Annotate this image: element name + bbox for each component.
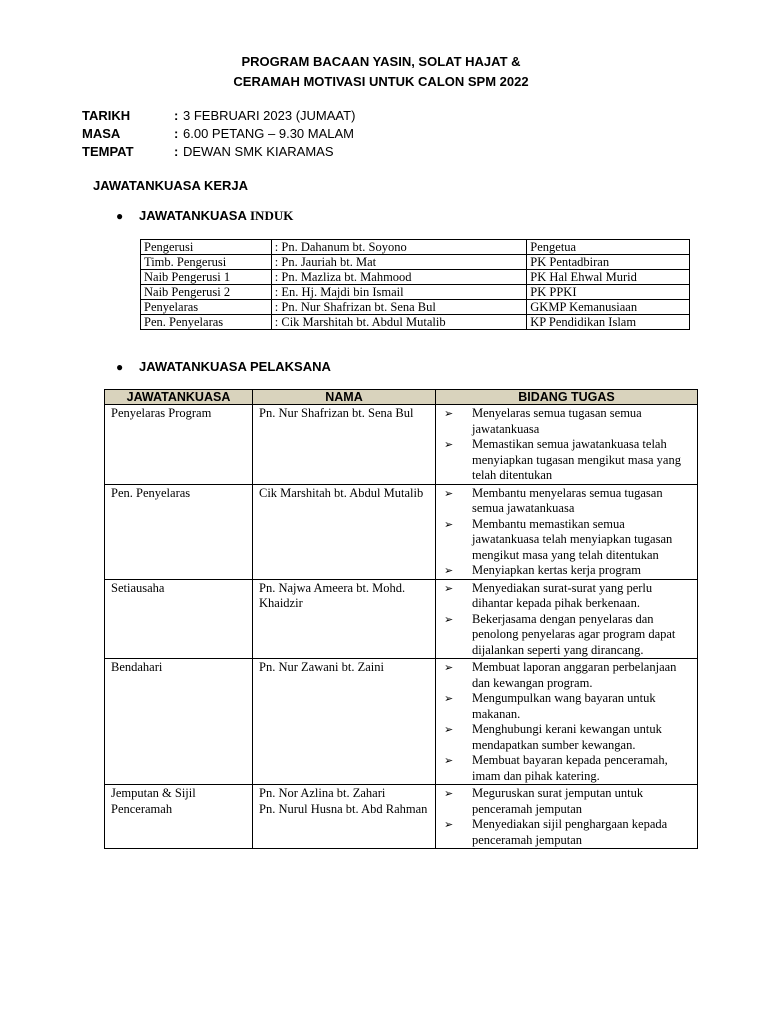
committee-cell: Penyelaras Program: [105, 405, 253, 485]
induk-role: Pen. Penyelaras: [141, 315, 272, 330]
title-line-2: CERAMAH MOTIVASI UNTUK CALON SPM 2022: [233, 74, 529, 89]
arrow-bullet-icon: ➢: [444, 612, 454, 626]
induk-role: Timb. Pengerusi: [141, 255, 272, 270]
task-text: Menyelaras semua tugasan semua jawatankuasa: [472, 406, 642, 436]
meta-key: TEMPAT: [82, 144, 134, 159]
pelaksana-heading: [116, 359, 331, 374]
member-name: Cik Marshitah bt. Abdul Mutalib: [259, 485, 424, 500]
induk-post: PK PPKI: [527, 285, 690, 300]
induk-heading-sans: JAWATANKUASA: [139, 208, 247, 223]
task-item: [442, 581, 693, 612]
column-header: NAMA: [253, 390, 436, 405]
table-row: [141, 255, 690, 270]
member-name: Pn. Nor Azlina bt. Zahari: [259, 786, 386, 800]
induk-table: [140, 239, 690, 330]
pelaksana-heading-text: JAWATANKUASA PELAKSANA: [139, 359, 331, 374]
induk-role: Naib Pengerusi 1: [141, 270, 272, 285]
induk-name: : Pn. Mazliza bt. Mahmood: [271, 270, 527, 285]
arrow-bullet-icon: ➢: [444, 754, 454, 767]
induk-heading-serif: INDUK: [250, 208, 294, 223]
pelaksana-table: [104, 389, 698, 849]
arrow-bullet-icon: ➢: [444, 564, 454, 577]
task-text: Memastikan semua jawatankuasa telah menyiapkan tugasan mengikut masa yang telah ditentukan: [472, 437, 681, 482]
arrow-bullet-icon: ➢: [444, 438, 454, 451]
induk-role: Penyelaras: [141, 300, 272, 315]
tasks-cell: [436, 484, 698, 579]
table-row: [105, 579, 698, 659]
meta-key: MASA: [82, 126, 121, 141]
meta-value: 6.00 PETANG – 9.30 MALAM: [183, 126, 354, 141]
induk-post: GKMP Kemanusiaan: [527, 300, 690, 315]
task-item: [442, 753, 693, 784]
task-item: [442, 786, 693, 817]
table-row: [141, 300, 690, 315]
task-text: Menyediakan sijil penghargaan kepada penceramah jemputan: [472, 817, 668, 847]
task-item: [442, 691, 693, 722]
arrow-bullet-icon: ➢: [444, 407, 454, 420]
task-text: Menyediakan surat-surat yang perlu dihantar kepada pihak berkenaan.: [472, 580, 653, 610]
meta-key: TARIKH: [82, 108, 131, 123]
task-item: [442, 437, 693, 484]
task-list: [442, 581, 693, 659]
table-row: [141, 285, 690, 300]
task-list: [442, 786, 693, 848]
table-row: [105, 405, 698, 485]
task-text: Meguruskan surat jemputan untuk penceramah jemputan: [472, 786, 644, 816]
task-text: Menyiapkan kertas kerja program: [472, 563, 642, 577]
arrow-bullet-icon: ➢: [444, 581, 454, 595]
arrow-bullet-icon: ➢: [444, 486, 454, 500]
member-name: Pn. Nur Zawani bt. Zaini: [259, 660, 384, 674]
names-cell: [253, 659, 436, 785]
committee-cell: Setiausaha: [105, 579, 253, 659]
task-list: [442, 486, 693, 579]
section-heading: JAWATANKUASA KERJA: [93, 178, 249, 193]
tasks-cell: [436, 659, 698, 785]
table-row: [105, 484, 698, 579]
member-name: Pn. Nur Shafrizan bt. Sena Bul: [259, 406, 414, 420]
task-text: Membantu memastikan semua jawatankuasa telah menyiapkan tugasan mengikut masa yang telah ditentukan: [472, 516, 673, 562]
table-row: [141, 240, 690, 255]
names-cell: [253, 484, 436, 579]
arrow-bullet-icon: ➢: [444, 818, 454, 831]
induk-name: : Pn. Jauriah bt. Mat: [271, 255, 527, 270]
arrow-bullet-icon: ➢: [444, 517, 454, 531]
task-text: Mengumpulkan wang bayaran untuk makanan.: [472, 691, 656, 721]
meta-value: 3 FEBRUARI 2023 (JUMAAT): [183, 108, 356, 123]
induk-post: PK Hal Ehwal Murid: [527, 270, 690, 285]
column-header: JAWATANKUASA: [105, 390, 253, 405]
bullet-icon: ●: [116, 360, 124, 374]
task-item: [442, 406, 693, 437]
task-text: Menghubungi kerani kewangan untuk mendapatkan sumber kewangan.: [472, 722, 662, 752]
task-item: [442, 486, 693, 517]
meta-colon: :: [174, 144, 179, 159]
table-row: [105, 785, 698, 849]
task-text: Membuat laporan anggaran perbelanjaan dan kewangan program.: [472, 660, 677, 690]
member-name: Pn. Najwa Ameera bt. Mohd. Khaidzir: [259, 580, 406, 610]
induk-post: KP Pendidikan Islam: [527, 315, 690, 330]
task-text: Bekerjasama dengan penyelaras dan penolong penyelaras agar program dapat dijalankan seperti yang dirancang.: [472, 611, 676, 657]
committee-cell: Bendahari: [105, 659, 253, 785]
tasks-cell: [436, 785, 698, 849]
task-item: [442, 517, 693, 564]
committee-cell: Jemputan & Sijil Penceramah: [105, 785, 253, 849]
arrow-bullet-icon: ➢: [444, 723, 454, 736]
title-line-1: PROGRAM BACAAN YASIN, SOLAT HAJAT &: [241, 54, 521, 69]
meta-colon: :: [174, 126, 179, 141]
induk-post: Pengetua: [527, 240, 690, 255]
induk-role: Pengerusi: [141, 240, 272, 255]
tasks-cell: [436, 405, 698, 485]
table-row: [141, 270, 690, 285]
induk-role: Naib Pengerusi 2: [141, 285, 272, 300]
column-header: BIDANG TUGAS: [436, 390, 698, 405]
table-header-row: [105, 390, 698, 405]
induk-name: : Cik Marshitah bt. Abdul Mutalib: [271, 315, 527, 330]
meta-colon: :: [174, 108, 179, 123]
document-title: [0, 52, 762, 92]
task-text: Membantu menyelaras semua tugasan semua jawatankuasa: [472, 485, 663, 515]
table-row: [141, 315, 690, 330]
task-list: [442, 406, 693, 484]
committee-cell: Pen. Penyelaras: [105, 484, 253, 579]
table-row: [105, 659, 698, 785]
bullet-icon: ●: [116, 209, 124, 223]
task-item: [442, 563, 693, 579]
names-cell: [253, 785, 436, 849]
arrow-bullet-icon: ➢: [444, 661, 454, 674]
member-name: Pn. Nurul Husna bt. Abd Rahman: [259, 801, 428, 816]
names-cell: [253, 579, 436, 659]
task-item: [442, 612, 693, 659]
task-item: [442, 660, 693, 691]
task-item: [442, 722, 693, 753]
task-item: [442, 817, 693, 848]
tasks-cell: [436, 579, 698, 659]
task-list: [442, 660, 693, 784]
induk-name: : En. Hj. Majdi bin Ismail: [271, 285, 527, 300]
names-cell: [253, 405, 436, 485]
meta-value: DEWAN SMK KIARAMAS: [183, 144, 334, 159]
induk-post: PK Pentadbiran: [527, 255, 690, 270]
induk-heading: [116, 208, 293, 224]
induk-name: : Pn. Dahanum bt. Soyono: [271, 240, 527, 255]
arrow-bullet-icon: ➢: [444, 787, 454, 800]
induk-name: : Pn. Nur Shafrizan bt. Sena Bul: [271, 300, 527, 315]
task-text: Membuat bayaran kepada penceramah, imam dan pihak katering.: [472, 753, 668, 783]
arrow-bullet-icon: ➢: [444, 692, 454, 705]
